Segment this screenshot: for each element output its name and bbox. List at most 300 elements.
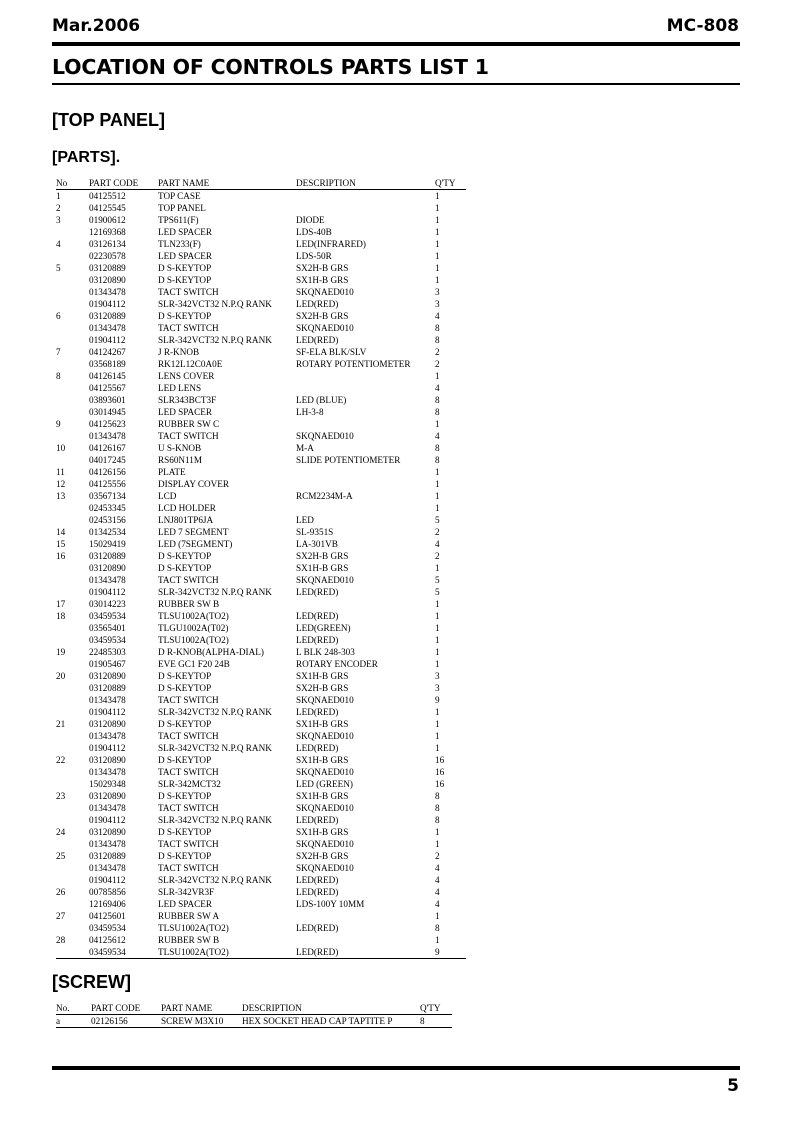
cell-part-code: 03120889	[89, 683, 126, 693]
cell-part-code: 04017245	[89, 455, 126, 465]
cell-no: 21	[56, 719, 66, 729]
cell-description: SX1H-B GRS	[296, 755, 349, 765]
title-rule	[52, 83, 740, 85]
cell-description	[296, 202, 435, 214]
cell-qty: 8	[435, 791, 440, 801]
cell-no: 26	[56, 887, 66, 897]
table-row	[56, 502, 466, 514]
cell-no	[56, 634, 89, 646]
cell-no	[56, 778, 89, 790]
table-row	[56, 946, 466, 959]
cell-description: LED(RED)	[296, 923, 339, 933]
header-model: MC-808	[666, 16, 739, 36]
cell-qty: 16	[435, 767, 445, 777]
cell-part-name: SLR-342MCT32	[158, 779, 221, 789]
cell-qty: 8	[435, 803, 440, 813]
cell-qty: 8	[435, 395, 440, 405]
cell-no	[56, 706, 89, 718]
cell-qty: 1	[435, 647, 440, 657]
page-number: 5	[727, 1076, 739, 1096]
cell-part-code: 01343478	[89, 287, 126, 297]
cell-description: ROTARY POTENTIOMETER	[296, 359, 411, 369]
cell-part-code: 12169368	[89, 227, 126, 237]
cell-part-name: EVE GC1 F20 24B	[158, 659, 230, 669]
cell-part-code: 22485303	[89, 647, 126, 657]
cell-part-code: 01343478	[89, 695, 126, 705]
cell-qty: 3	[435, 287, 440, 297]
cell-qty: 1	[435, 503, 440, 513]
cell-no	[56, 430, 89, 442]
cell-part-name: D S-KEYTOP	[158, 851, 212, 861]
cell-description: LED	[296, 515, 314, 525]
cell-description: SKQNAED010	[296, 803, 354, 813]
cell-description: LED(RED)	[296, 947, 339, 957]
cell-part-name: LNJ801TP6JA	[158, 515, 214, 525]
cell-qty: 8	[435, 443, 440, 453]
table-row	[56, 598, 466, 610]
cell-qty: 1	[435, 935, 440, 945]
table-row	[56, 730, 466, 742]
cell-description: SL-9351S	[296, 527, 334, 537]
cell-qty: 4	[435, 887, 440, 897]
cell-description: HEX SOCKET HEAD CAP TAPTITE P	[242, 1016, 393, 1026]
col-header-part-name: PART NAME	[158, 178, 210, 188]
cell-qty: 1	[435, 731, 440, 741]
cell-description: LED(RED)	[296, 335, 339, 345]
cell-part-code: 03126134	[89, 239, 126, 249]
cell-part-code: 03459534	[89, 635, 126, 645]
cell-no: 24	[56, 827, 66, 837]
cell-part-code: 01904112	[89, 707, 126, 717]
cell-no	[56, 730, 89, 742]
header-rule	[52, 42, 740, 46]
cell-qty: 1	[435, 719, 440, 729]
cell-no: 4	[56, 239, 61, 249]
cell-part-name: TACT SWITCH	[158, 803, 219, 813]
cell-qty: 1	[435, 611, 440, 621]
cell-part-code: 03565401	[89, 623, 126, 633]
cell-no: 6	[56, 311, 61, 321]
cell-no	[56, 802, 89, 814]
cell-no	[56, 322, 89, 334]
cell-part-name: TACT SWITCH	[158, 287, 219, 297]
table-row	[56, 358, 466, 370]
cell-part-code: 01343478	[89, 323, 126, 333]
cell-part-name: TACT SWITCH	[158, 575, 219, 585]
table-row	[56, 922, 466, 934]
cell-description: LED(RED)	[296, 707, 339, 717]
cell-part-name: TACT SWITCH	[158, 731, 219, 741]
cell-description	[296, 910, 435, 922]
cell-description: LED (BLUE)	[296, 395, 347, 405]
cell-part-code: 03014223	[89, 599, 126, 609]
cell-no: 27	[56, 911, 66, 921]
table-row	[56, 802, 466, 814]
cell-description: LED(RED)	[296, 875, 339, 885]
cell-qty: 4	[435, 431, 440, 441]
screw-col-part-name: PART NAME	[161, 1003, 213, 1013]
cell-qty: 8	[420, 1016, 425, 1026]
cell-no	[56, 922, 89, 934]
table-row	[56, 406, 466, 418]
cell-qty: 8	[435, 455, 440, 465]
cell-no: 28	[56, 935, 66, 945]
cell-qty: 5	[435, 515, 440, 525]
cell-description: LED(INFRARED)	[296, 239, 366, 249]
table-row	[56, 346, 466, 358]
cell-part-code: 15029419	[89, 539, 126, 549]
cell-part-code: 01904112	[89, 299, 126, 309]
cell-part-name: D R-KNOB(ALPHA-DIAL)	[158, 647, 264, 657]
table-row	[56, 862, 466, 874]
screw-col-qty: Q'TY	[420, 1003, 441, 1013]
cell-no: 7	[56, 347, 61, 357]
cell-no: 5	[56, 263, 61, 273]
cell-no	[56, 382, 89, 394]
cell-part-name: LED LENS	[158, 383, 202, 393]
cell-part-code: 03459534	[89, 923, 126, 933]
cell-part-code: 03120890	[89, 563, 126, 573]
table-row	[56, 826, 466, 838]
cell-no: 13	[56, 491, 66, 501]
header-date: Mar.2006	[52, 16, 141, 36]
cell-description: LED(RED)	[296, 815, 339, 825]
cell-no: a	[56, 1016, 61, 1026]
cell-no: 2	[56, 203, 61, 213]
col-header-qty: Q'TY	[435, 178, 456, 188]
cell-part-code: 03567134	[89, 491, 126, 501]
cell-description: SX1H-B GRS	[296, 827, 349, 837]
cell-part-name: D S-KEYTOP	[158, 263, 212, 273]
cell-part-code: 01904112	[89, 875, 126, 885]
cell-part-code: 02453345	[89, 503, 126, 513]
cell-qty: 1	[435, 839, 440, 849]
cell-qty: 2	[435, 551, 440, 561]
cell-part-name: D S-KEYTOP	[158, 791, 212, 801]
table-row	[56, 370, 466, 382]
table-row	[56, 814, 466, 826]
cell-part-code: 01342534	[89, 527, 126, 537]
cell-qty: 5	[435, 575, 440, 585]
cell-description: LED(RED)	[296, 587, 339, 597]
table-row	[56, 790, 466, 802]
cell-part-name: TACT SWITCH	[158, 863, 219, 873]
cell-no: 14	[56, 527, 66, 537]
cell-no	[56, 226, 89, 238]
table-row	[56, 322, 466, 334]
section-title: [TOP PANEL]	[52, 110, 166, 130]
cell-qty: 1	[435, 911, 440, 921]
table-row	[56, 310, 466, 322]
table-row	[56, 910, 466, 922]
cell-qty: 1	[435, 599, 440, 609]
cell-qty: 4	[435, 863, 440, 873]
cell-part-name: LED 7 SEGMENT	[158, 527, 229, 537]
cell-part-name: RUBBER SW B	[158, 935, 220, 945]
table-row	[56, 634, 466, 646]
cell-description: LED(RED)	[296, 299, 339, 309]
cell-part-code: 03893601	[89, 395, 126, 405]
cell-qty: 1	[435, 563, 440, 573]
cell-description: SKQNAED010	[296, 431, 354, 441]
cell-part-name: TACT SWITCH	[158, 839, 219, 849]
screw-col-part-code: PART CODE	[91, 1003, 141, 1013]
table-row	[56, 286, 466, 298]
cell-part-code: 01343478	[89, 575, 126, 585]
cell-no	[56, 286, 89, 298]
table-row	[56, 190, 466, 203]
table-row	[56, 526, 466, 538]
cell-description: LDS-40B	[296, 227, 332, 237]
cell-part-code: 01343478	[89, 803, 126, 813]
cell-qty: 4	[435, 311, 440, 321]
parts-title: [PARTS].	[52, 149, 121, 166]
cell-qty: 5	[435, 587, 440, 597]
cell-part-name: SLR-342VCT32 N.P.Q RANK	[158, 875, 272, 885]
cell-no: 25	[56, 851, 66, 861]
cell-part-name: RUBBER SW B	[158, 599, 220, 609]
cell-part-code: 03014945	[89, 407, 126, 417]
cell-qty: 1	[435, 659, 440, 669]
cell-qty: 1	[435, 707, 440, 717]
cell-description: SX1H-B GRS	[296, 275, 349, 285]
cell-part-code: 12169406	[89, 899, 126, 909]
cell-description: SLIDE POTENTIOMETER	[296, 455, 401, 465]
col-header-no: No	[56, 178, 68, 188]
cell-part-name: D S-KEYTOP	[158, 827, 212, 837]
table-row	[56, 418, 466, 430]
cell-part-code: 04125612	[89, 935, 126, 945]
cell-part-code: 03568189	[89, 359, 126, 369]
cell-part-name: RUBBER SW A	[158, 911, 220, 921]
table-row	[56, 610, 466, 622]
cell-part-name: U S-KNOB	[158, 443, 202, 453]
cell-part-name: PLATE	[158, 467, 186, 477]
cell-no	[56, 766, 89, 778]
cell-part-code: 01343478	[89, 731, 126, 741]
cell-part-name: TLGU1002A(T02)	[158, 623, 229, 633]
cell-qty: 8	[435, 923, 440, 933]
cell-part-code: 04125512	[89, 191, 126, 201]
cell-part-code: 01904112	[89, 335, 126, 345]
cell-description: RCM2234M-A	[296, 491, 353, 501]
parts-header-row	[56, 177, 466, 190]
cell-part-code: 01343478	[89, 839, 126, 849]
cell-no: 10	[56, 443, 66, 453]
cell-description: SKQNAED010	[296, 323, 354, 333]
parts-table	[56, 177, 466, 959]
cell-qty: 1	[435, 467, 440, 477]
screw-table	[56, 1002, 452, 1028]
table-row	[56, 430, 466, 442]
cell-description	[296, 370, 435, 382]
cell-part-name: LCD	[158, 491, 177, 501]
cell-part-code: 01904112	[89, 587, 126, 597]
cell-qty: 8	[435, 335, 440, 345]
cell-description	[296, 598, 435, 610]
cell-qty: 1	[435, 479, 440, 489]
table-row	[56, 586, 466, 598]
cell-part-name: TLSU1002A(TO2)	[158, 923, 229, 933]
cell-qty: 1	[435, 263, 440, 273]
cell-qty: 3	[435, 683, 440, 693]
cell-description	[296, 502, 435, 514]
cell-no	[56, 250, 89, 262]
cell-qty: 8	[435, 815, 440, 825]
cell-part-code: 01343478	[89, 767, 126, 777]
cell-qty: 1	[435, 623, 440, 633]
cell-description: LH-3-8	[296, 407, 324, 417]
cell-part-name: RUBBER SW C	[158, 419, 220, 429]
cell-part-name: SLR-342VCT32 N.P.Q RANK	[158, 335, 272, 345]
table-row	[56, 850, 466, 862]
table-row	[56, 442, 466, 454]
cell-part-code: 03120889	[89, 551, 126, 561]
cell-description: SKQNAED010	[296, 863, 354, 873]
cell-qty: 4	[435, 899, 440, 909]
cell-part-code: 00785856	[89, 887, 126, 897]
cell-description: M-A	[296, 443, 314, 453]
cell-qty: 1	[435, 371, 440, 381]
cell-description: SKQNAED010	[296, 839, 354, 849]
table-row	[56, 394, 466, 406]
cell-part-name: RS60N11M	[158, 455, 203, 465]
cell-part-name: TACT SWITCH	[158, 323, 219, 333]
cell-no	[56, 586, 89, 598]
cell-qty: 8	[435, 407, 440, 417]
cell-part-name: D S-KEYTOP	[158, 719, 212, 729]
cell-description: SKQNAED010	[296, 287, 354, 297]
table-row	[56, 718, 466, 730]
cell-qty: 2	[435, 359, 440, 369]
cell-part-name: TLN233(F)	[158, 239, 201, 249]
cell-description: LED(RED)	[296, 635, 339, 645]
screw-header-row	[56, 1002, 452, 1015]
screw-col-no: No.	[56, 1003, 70, 1013]
cell-no	[56, 274, 89, 286]
table-row	[56, 274, 466, 286]
table-row	[56, 550, 466, 562]
cell-part-code: 03120890	[89, 671, 126, 681]
cell-no	[56, 898, 89, 910]
cell-part-code: 02230578	[89, 251, 126, 261]
cell-part-name: SLR-342VCT32 N.P.Q RANK	[158, 815, 272, 825]
cell-part-name: D S-KEYTOP	[158, 683, 212, 693]
cell-description: LED(RED)	[296, 743, 339, 753]
cell-qty: 4	[435, 875, 440, 885]
cell-qty: 1	[435, 251, 440, 261]
cell-part-name: SLR-342VR3F	[158, 887, 215, 897]
cell-part-code: 04125545	[89, 203, 126, 213]
cell-part-name: D S-KEYTOP	[158, 311, 212, 321]
cell-part-name: SCREW M3X10	[161, 1016, 224, 1026]
cell-no	[56, 502, 89, 514]
cell-part-code: 04125567	[89, 383, 126, 393]
cell-part-name: LED (7SEGMENT)	[158, 539, 233, 549]
cell-description: L BLK 248-303	[296, 647, 355, 657]
cell-description: SKQNAED010	[296, 695, 354, 705]
cell-part-code: 03120890	[89, 791, 126, 801]
cell-part-name: D S-KEYTOP	[158, 671, 212, 681]
cell-part-name: TPS611(F)	[158, 215, 199, 225]
cell-description: LED (GREEN)	[296, 779, 353, 789]
cell-part-code: 01904112	[89, 815, 126, 825]
cell-description: LA-301VB	[296, 539, 338, 549]
cell-qty: 1	[435, 635, 440, 645]
cell-part-code: 04126167	[89, 443, 126, 453]
cell-part-code: 01343478	[89, 431, 126, 441]
cell-no	[56, 394, 89, 406]
table-row	[56, 682, 466, 694]
table-row	[56, 658, 466, 670]
cell-part-name: LED SPACER	[158, 251, 213, 261]
cell-no: 19	[56, 647, 66, 657]
cell-part-code: 01904112	[89, 743, 126, 753]
cell-no: 11	[56, 467, 65, 477]
cell-no	[56, 862, 89, 874]
cell-part-name: TOP PANEL	[158, 203, 206, 213]
cell-description: SX2H-B GRS	[296, 263, 349, 273]
table-row	[56, 694, 466, 706]
cell-part-name: D S-KEYTOP	[158, 755, 212, 765]
table-row	[56, 514, 466, 526]
cell-part-code: 04125623	[89, 419, 126, 429]
cell-no	[56, 406, 89, 418]
cell-description: SX1H-B GRS	[296, 791, 349, 801]
cell-no	[56, 682, 89, 694]
cell-no: 20	[56, 671, 66, 681]
cell-part-name: DISPLAY COVER	[158, 479, 230, 489]
cell-part-code: 03120890	[89, 275, 126, 285]
cell-description: SKQNAED010	[296, 731, 354, 741]
table-row	[56, 454, 466, 466]
cell-part-name: TLSU1002A(TO2)	[158, 635, 229, 645]
cell-qty: 1	[435, 491, 440, 501]
cell-part-code: 03120889	[89, 263, 126, 273]
table-row	[56, 298, 466, 310]
cell-description: LED(GREEN)	[296, 623, 351, 633]
table-row	[56, 466, 466, 478]
cell-description: SKQNAED010	[296, 575, 354, 585]
cell-description: SX1H-B GRS	[296, 563, 349, 573]
cell-no: 16	[56, 551, 66, 561]
col-header-part-code: PART CODE	[89, 178, 139, 188]
cell-description: LED(RED)	[296, 611, 339, 621]
table-row	[56, 886, 466, 898]
cell-part-name: LED SPACER	[158, 899, 213, 909]
footer-rule	[52, 1066, 740, 1070]
cell-part-code: 03120890	[89, 827, 126, 837]
screw-table-body	[56, 1015, 452, 1028]
table-row	[56, 934, 466, 946]
cell-description: SX1H-B GRS	[296, 719, 349, 729]
cell-part-code: 15029348	[89, 779, 126, 789]
cell-description: SF-ELA BLK/SLV	[296, 347, 367, 357]
cell-part-name: D S-KEYTOP	[158, 563, 212, 573]
cell-no: 8	[56, 371, 61, 381]
table-row	[56, 778, 466, 790]
table-row	[56, 538, 466, 550]
cell-part-code: 04126145	[89, 371, 126, 381]
cell-part-code: 02453156	[89, 515, 126, 525]
table-row	[56, 214, 466, 226]
table-row	[56, 766, 466, 778]
cell-qty: 9	[435, 695, 440, 705]
cell-qty: 1	[435, 239, 440, 249]
cell-description	[296, 382, 435, 394]
cell-part-name: J R-KNOB	[158, 347, 200, 357]
table-row	[56, 574, 466, 586]
